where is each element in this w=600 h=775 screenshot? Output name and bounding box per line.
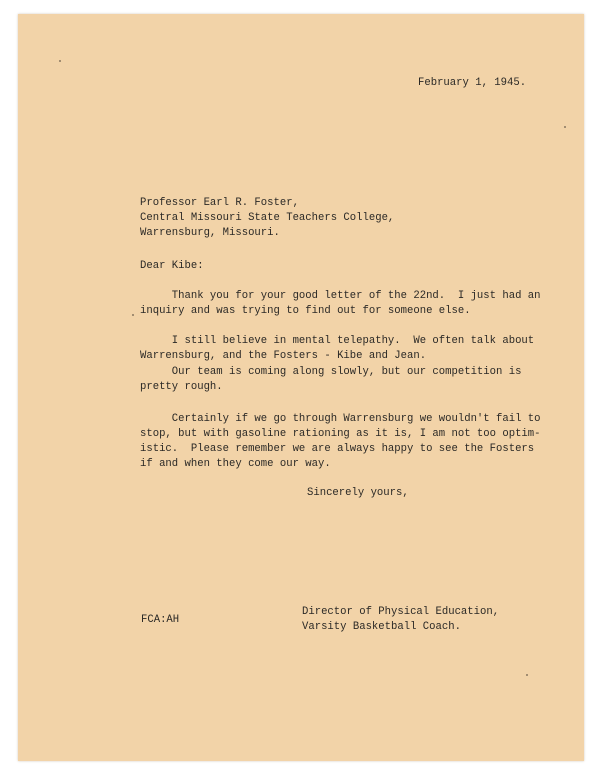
reference-initials: FCA:AH <box>141 614 180 626</box>
paragraph-line: I still believe in mental telepathy. We often talk about <box>140 335 535 347</box>
complimentary-closing: Sincerely yours, <box>307 487 409 499</box>
paragraph-line: Our team is coming along slowly, but our competition is <box>140 366 522 378</box>
paragraph-line: Certainly if we go through Warrensburg we wouldn't fail to <box>140 413 541 425</box>
address-line: Central Missouri State Teachers College, <box>140 212 395 224</box>
paper-speck <box>132 314 134 316</box>
paper-speck <box>526 674 528 676</box>
letter-sheet <box>18 14 584 761</box>
title-line: Director of Physical Education, <box>302 606 500 618</box>
paragraph-line: Thank you for your good letter of the 22nd. I just had an <box>140 290 541 302</box>
paragraph-line: Warrensburg, and the Fosters - Kibe and Jean. <box>140 350 427 362</box>
paper-speck <box>564 126 566 128</box>
salutation: Dear Kibe: <box>140 260 204 272</box>
paragraph-line: istic. Please remember we are always happy to see the Fosters <box>140 443 535 455</box>
body-paragraph-4 <box>140 412 541 472</box>
paper-speck <box>59 60 61 62</box>
body-paragraph-2 <box>140 334 534 364</box>
address-line: Professor Earl R. Foster, <box>140 197 299 209</box>
paragraph-line: if and when they come our way. <box>140 458 331 470</box>
paragraph-line: stop, but with gasoline rationing as it is, I am not too optim- <box>140 428 541 440</box>
letter-date: February 1, 1945. <box>418 77 527 89</box>
body-paragraph-1 <box>140 289 541 319</box>
address-line: Warrensburg, Missouri. <box>140 227 280 239</box>
signature-titles <box>302 605 499 635</box>
recipient-address <box>140 196 394 241</box>
paragraph-line: pretty rough. <box>140 381 223 393</box>
body-paragraph-3 <box>140 365 521 395</box>
paragraph-line: inquiry and was trying to find out for someone else. <box>140 305 471 317</box>
title-line: Varsity Basketball Coach. <box>302 621 461 633</box>
